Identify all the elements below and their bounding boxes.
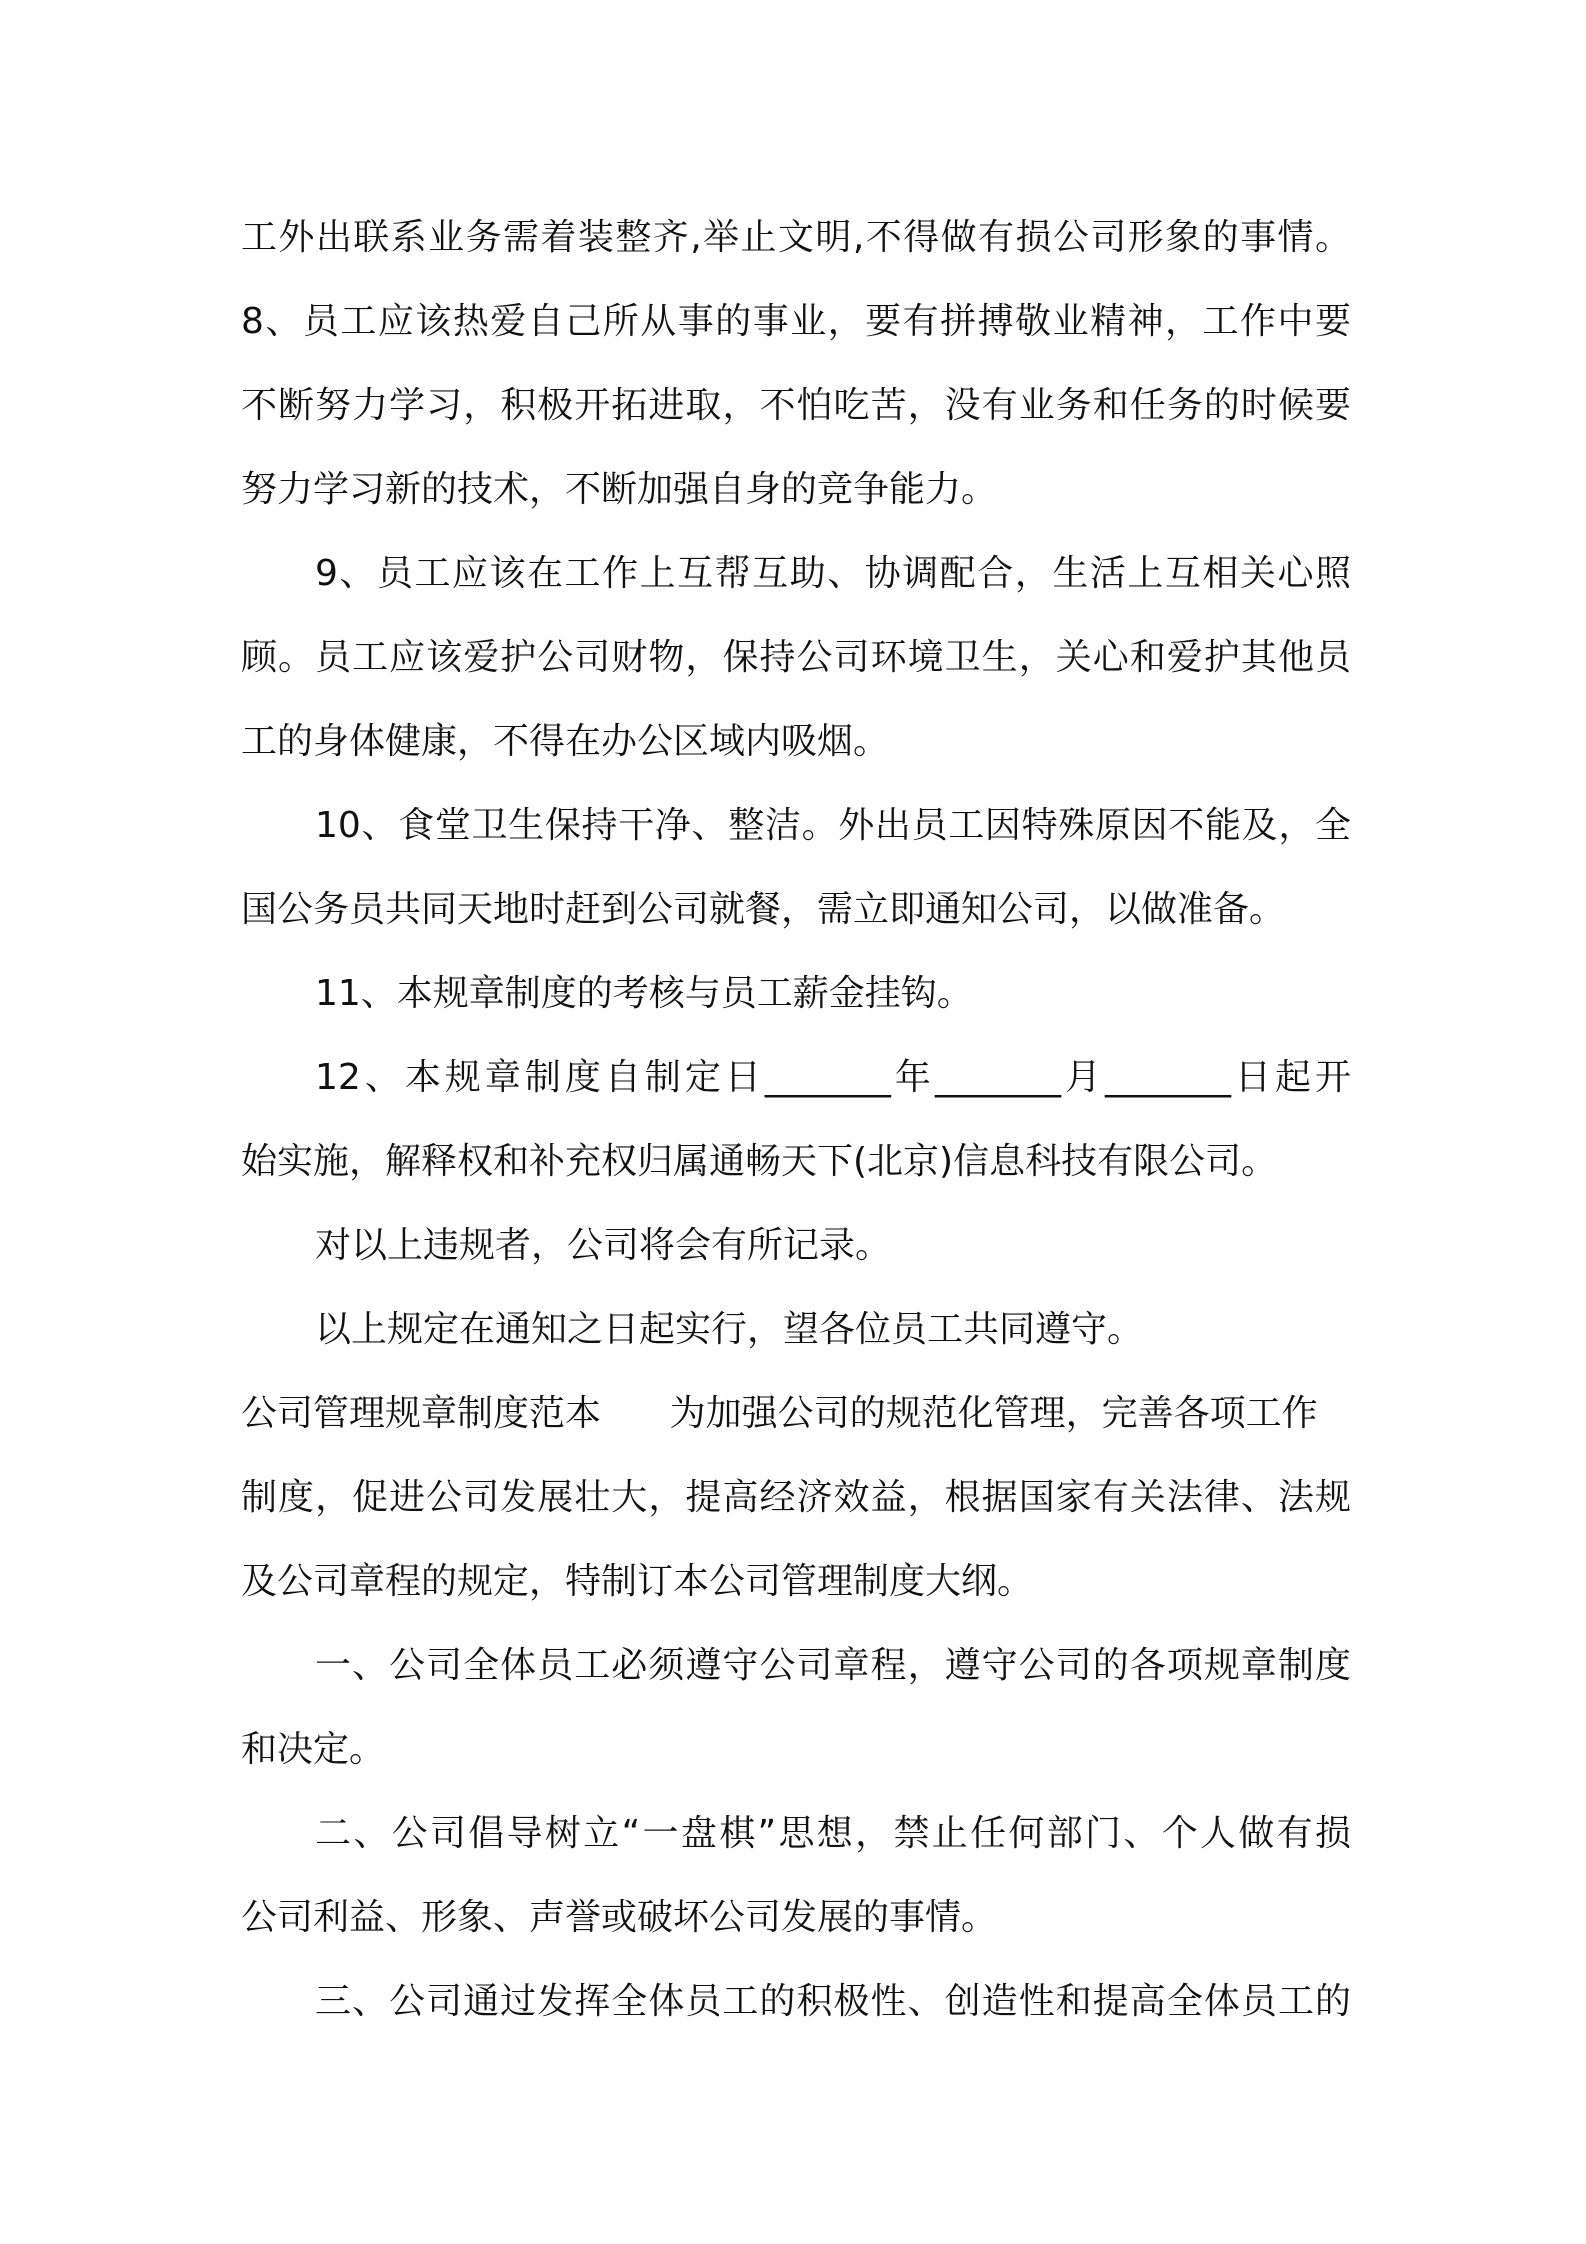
text-line: 不断努力学习，积极开拓进取，不怕吃苦，没有业务和任务的时候要 <box>241 385 1351 426</box>
text-line: 工外出联系业务需着装整齐,举止文明,不得做有损公司形象的事情。 <box>241 217 1351 258</box>
text-line: 对以上违规者，公司将会有所记录。 <box>315 1225 892 1266</box>
text-line: 一、公司全体员工必须遵守公司章程，遵守公司的各项规章制度 <box>315 1645 1351 1686</box>
text-line: 三、公司通过发挥全体员工的积极性、创造性和提高全体员工的 <box>315 1981 1351 2022</box>
text-line: 11、本规章制度的考核与员工薪金挂钩。 <box>315 973 973 1014</box>
text-line: 始实施，解释权和补充权归属通畅天下(北京)信息科技有限公司。 <box>241 1141 1278 1182</box>
text-line: 以上规定在通知之日起实行，望各位员工共同遵守。 <box>315 1309 1144 1350</box>
document-body <box>241 196 1351 2044</box>
text-line: 公司利益、形象、声誉或破坏公司发展的事情。 <box>241 1897 998 1938</box>
text-line: 8、员工应该热爱自己所从事的事业，要有拼搏敬业精神，工作中要 <box>241 301 1351 342</box>
text-line: 工的身体健康，不得在办公区域内吸烟。 <box>241 721 890 762</box>
text-line: 顾。员工应该爱护公司财物，保持公司环境卫生，关心和爱护其他员 <box>241 637 1351 678</box>
text-line: 二、公司倡导树立“一盘棋”思想，禁止任何部门、个人做有损 <box>315 1813 1351 1854</box>
text-line: 制度，促进公司发展壮大，提高经济效益，根据国家有关法律、法规 <box>241 1477 1351 1518</box>
text-line: 9、员工应该在工作上互帮互助、协调配合，生活上互相关心照 <box>315 553 1351 594</box>
text-line: 和决定。 <box>241 1729 386 1770</box>
text-line: 国公务员共同天地时赶到公司就餐，需立即通知公司，以做准备。 <box>241 889 1286 930</box>
text-line: 12、本规章制度自制定日_______年_______月_______日起开 <box>315 1057 1351 1098</box>
text-line: 公司管理规章制度范本 为加强公司的规范化管理，完善各项工作 <box>241 1393 1318 1434</box>
text-line: 10、食堂卫生保持干净、整洁。外出员工因特殊原因不能及，全 <box>315 805 1351 846</box>
text-line: 及公司章程的规定，特制订本公司管理制度大纲。 <box>241 1561 1034 1602</box>
text-line: 努力学习新的技术，不断加强自身的竞争能力。 <box>241 469 998 510</box>
